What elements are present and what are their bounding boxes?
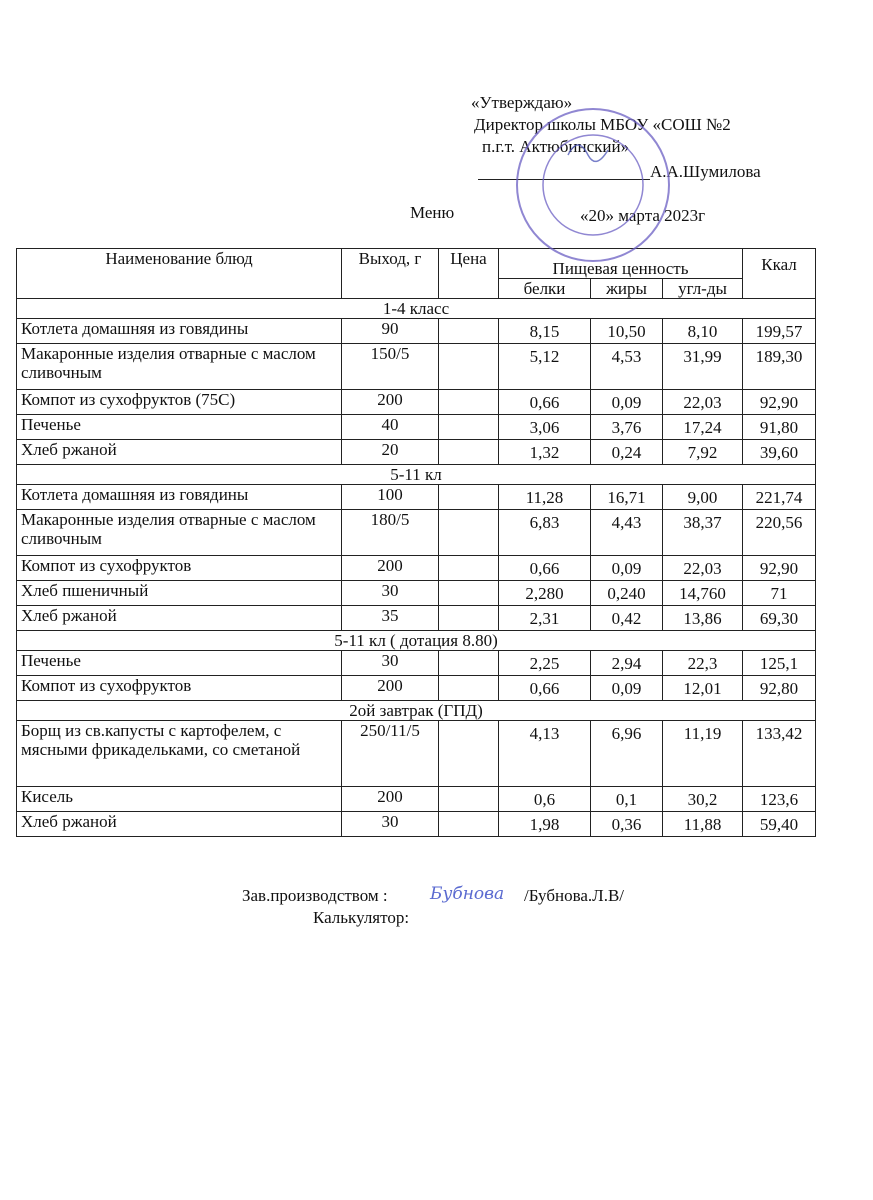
director-line-1: Директор школы МБОУ «СОШ №2: [474, 115, 731, 134]
cell-fat: 2,94: [591, 651, 663, 676]
cell-yield: 30: [342, 812, 439, 837]
dish-name: Котлета домашняя из говядины: [17, 485, 342, 510]
table-row: [17, 319, 816, 344]
cell-fat: 4,43: [591, 510, 663, 556]
cell-kcal: 92,90: [743, 556, 816, 581]
cell-kcal: 199,57: [743, 319, 816, 344]
cell-price: [439, 390, 499, 415]
cell-fat: 3,76: [591, 415, 663, 440]
col-header-nutrition: Пищевая ценность: [499, 249, 743, 279]
dish-name: Компот из сухофруктов: [17, 676, 342, 701]
cell-price: [439, 676, 499, 701]
cell-protein: 0,6: [499, 787, 591, 812]
menu-date: «20» марта 2023г: [580, 206, 706, 225]
table-row: [17, 390, 816, 415]
table-row: [17, 344, 816, 390]
cell-protein: 2,31: [499, 606, 591, 631]
cell-yield: 200: [342, 390, 439, 415]
cell-carbs: 7,92: [663, 440, 743, 465]
col-header-price: Цена: [439, 249, 499, 299]
cell-protein: 5,12: [499, 344, 591, 390]
cell-kcal: 71: [743, 581, 816, 606]
cell-yield: 180/5: [342, 510, 439, 556]
col-header-yield: Выход, г: [342, 249, 439, 299]
cell-carbs: 38,37: [663, 510, 743, 556]
director-name: А.А.Шумилова: [650, 162, 761, 181]
cell-kcal: 69,30: [743, 606, 816, 631]
cell-price: [439, 319, 499, 344]
cell-kcal: 59,40: [743, 812, 816, 837]
table-row: [17, 676, 816, 701]
cell-price: [439, 440, 499, 465]
cell-carbs: 12,01: [663, 676, 743, 701]
cell-price: [439, 344, 499, 390]
cell-carbs: 14,760: [663, 581, 743, 606]
cell-yield: 30: [342, 651, 439, 676]
cell-carbs: 11,19: [663, 721, 743, 787]
dish-name: Компот из сухофруктов: [17, 556, 342, 581]
cell-kcal: 91,80: [743, 415, 816, 440]
table-row: [17, 787, 816, 812]
cell-price: [439, 556, 499, 581]
dish-name: Хлеб ржаной: [17, 606, 342, 631]
cell-yield: 200: [342, 787, 439, 812]
cell-yield: 90: [342, 319, 439, 344]
cell-carbs: 17,24: [663, 415, 743, 440]
cell-fat: 0,1: [591, 787, 663, 812]
signature-line: [478, 179, 650, 180]
cell-fat: 16,71: [591, 485, 663, 510]
cell-carbs: 31,99: [663, 344, 743, 390]
cell-kcal: 220,56: [743, 510, 816, 556]
table-row: [17, 581, 816, 606]
table-row: [17, 651, 816, 676]
production-name: /Бубнова.Л.В/: [524, 886, 625, 905]
cell-protein: 1,32: [499, 440, 591, 465]
cell-carbs: 13,86: [663, 606, 743, 631]
cell-fat: 0,09: [591, 676, 663, 701]
table-row: [17, 556, 816, 581]
cell-yield: 40: [342, 415, 439, 440]
cell-protein: 8,15: [499, 319, 591, 344]
cell-carbs: 11,88: [663, 812, 743, 837]
calculator-label: Калькулятор:: [313, 908, 410, 927]
cell-protein: 0,66: [499, 676, 591, 701]
table-row: [17, 510, 816, 556]
cell-yield: 200: [342, 556, 439, 581]
dish-name: Хлеб пшеничный: [17, 581, 342, 606]
section-title: 2ой завтрак (ГПД): [17, 701, 816, 721]
cell-yield: 250/11/5: [342, 721, 439, 787]
cell-price: [439, 721, 499, 787]
cell-price: [439, 812, 499, 837]
table-row: [17, 812, 816, 837]
production-label: Зав.производством :: [242, 886, 388, 905]
table-row: [17, 721, 816, 787]
col-header-fat: жиры: [591, 279, 663, 299]
cell-fat: 0,240: [591, 581, 663, 606]
cell-carbs: 22,03: [663, 556, 743, 581]
section-title: 5-11 кл ( дотация 8.80): [17, 631, 816, 651]
section-row: [17, 631, 816, 651]
col-header-protein: белки: [499, 279, 591, 299]
cell-price: [439, 581, 499, 606]
cell-fat: 6,96: [591, 721, 663, 787]
director-line-2: п.г.т. Актюбинский»: [482, 137, 630, 156]
table-row: [17, 485, 816, 510]
cell-kcal: 133,42: [743, 721, 816, 787]
dish-name: Печенье: [17, 651, 342, 676]
menu-title: Меню: [410, 203, 455, 222]
cell-yield: 30: [342, 581, 439, 606]
cell-carbs: 22,03: [663, 390, 743, 415]
col-header-kcal: Ккал: [743, 249, 816, 299]
cell-price: [439, 485, 499, 510]
dish-name: Компот из сухофруктов (75С): [17, 390, 342, 415]
approval-label: «Утверждаю»: [471, 93, 573, 112]
section-row: [17, 701, 816, 721]
col-header-carbs: угл-ды: [663, 279, 743, 299]
cell-price: [439, 606, 499, 631]
cell-fat: 4,53: [591, 344, 663, 390]
table-row: [17, 606, 816, 631]
section-row: [17, 299, 816, 319]
cell-protein: 11,28: [499, 485, 591, 510]
cell-protein: 2,280: [499, 581, 591, 606]
production-signature: Бубнова: [430, 884, 505, 904]
cell-carbs: 22,3: [663, 651, 743, 676]
dish-name: Котлета домашняя из говядины: [17, 319, 342, 344]
menu-table: [16, 248, 816, 837]
section-title: 5-11 кл: [17, 465, 816, 485]
dish-name: Макаронные изделия отварные с маслом сливочным: [17, 510, 342, 556]
dish-name: Макаронные изделия отварные с маслом сливочным: [17, 344, 342, 390]
cell-kcal: 125,1: [743, 651, 816, 676]
cell-yield: 200: [342, 676, 439, 701]
dish-name: Кисель: [17, 787, 342, 812]
cell-protein: 4,13: [499, 721, 591, 787]
cell-price: [439, 787, 499, 812]
cell-price: [439, 415, 499, 440]
cell-fat: 0,42: [591, 606, 663, 631]
cell-protein: 6,83: [499, 510, 591, 556]
cell-price: [439, 651, 499, 676]
cell-kcal: 92,90: [743, 390, 816, 415]
dish-name: Хлеб ржаной: [17, 812, 342, 837]
cell-kcal: 39,60: [743, 440, 816, 465]
cell-protein: 1,98: [499, 812, 591, 837]
cell-fat: 0,09: [591, 556, 663, 581]
cell-protein: 0,66: [499, 390, 591, 415]
cell-kcal: 221,74: [743, 485, 816, 510]
cell-kcal: 123,6: [743, 787, 816, 812]
cell-yield: 35: [342, 606, 439, 631]
table-row: [17, 415, 816, 440]
col-header-name: Наименование блюд: [17, 249, 342, 299]
cell-fat: 0,09: [591, 390, 663, 415]
cell-fat: 0,36: [591, 812, 663, 837]
section-row: [17, 465, 816, 485]
cell-yield: 150/5: [342, 344, 439, 390]
cell-protein: 2,25: [499, 651, 591, 676]
table-row: [17, 440, 816, 465]
cell-yield: 20: [342, 440, 439, 465]
section-title: 1-4 класс: [17, 299, 816, 319]
dish-name: Хлеб ржаной: [17, 440, 342, 465]
cell-carbs: 9,00: [663, 485, 743, 510]
cell-kcal: 189,30: [743, 344, 816, 390]
dish-name: Печенье: [17, 415, 342, 440]
cell-fat: 10,50: [591, 319, 663, 344]
cell-kcal: 92,80: [743, 676, 816, 701]
cell-price: [439, 510, 499, 556]
cell-carbs: 8,10: [663, 319, 743, 344]
dish-name: Борщ из св.капусты с картофелем, с мясными фрикадельками, со сметаной: [17, 721, 342, 787]
cell-yield: 100: [342, 485, 439, 510]
cell-fat: 0,24: [591, 440, 663, 465]
cell-carbs: 30,2: [663, 787, 743, 812]
cell-protein: 3,06: [499, 415, 591, 440]
cell-protein: 0,66: [499, 556, 591, 581]
